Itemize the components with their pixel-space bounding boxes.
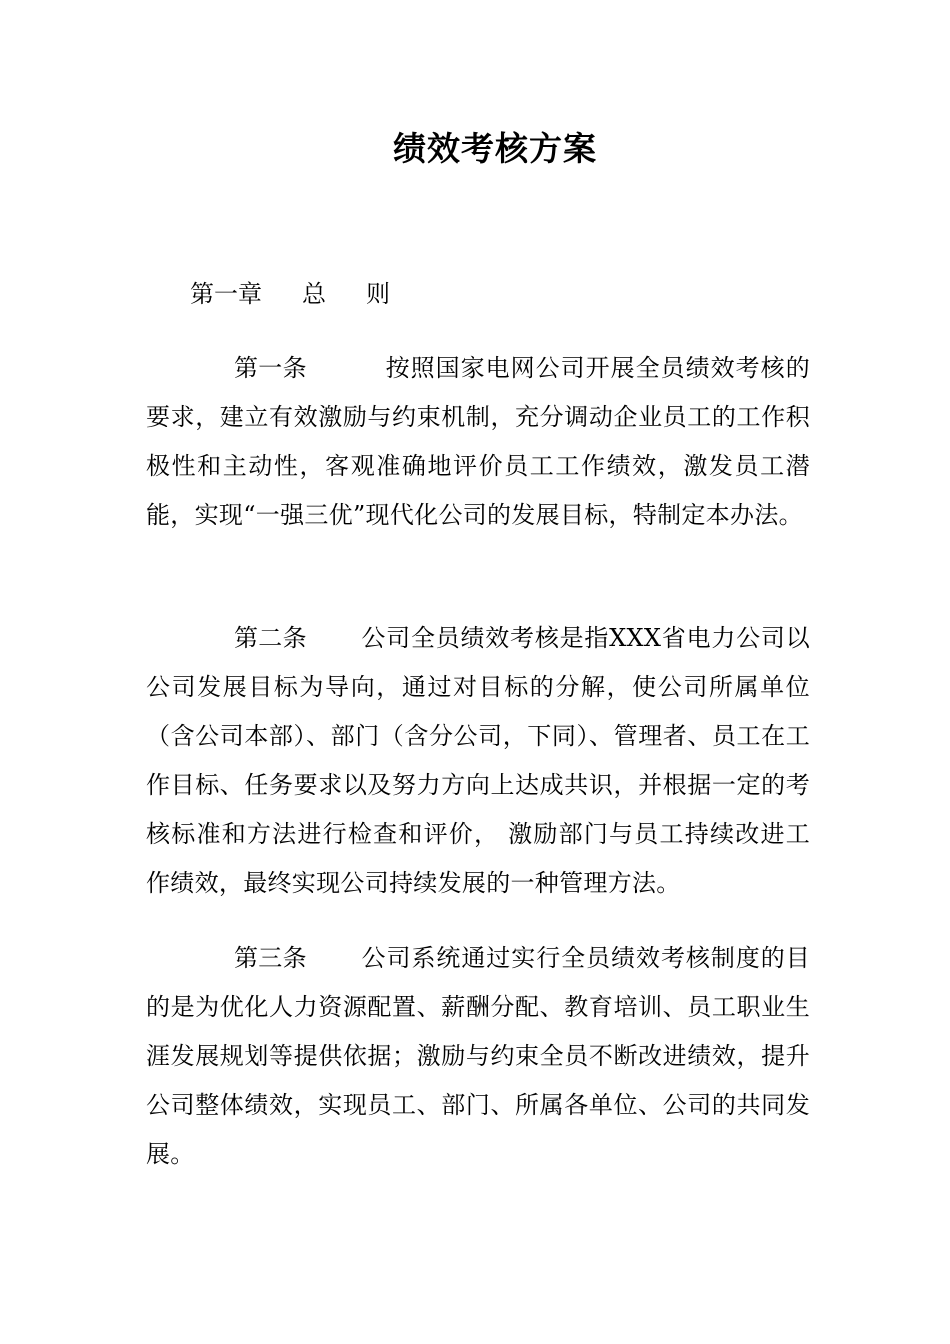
chapter-name-part-2: 则 [366, 280, 390, 308]
article-2-label: 第二条 [234, 624, 307, 652]
article-3-label: 第三条 [234, 944, 307, 972]
article-2-text: 公司全员绩效考核是指XXX省电力公司以公司发展目标为导向，通过对目标的分解，使公司所属单位（含公司本部）、部门（含分公司，下同）、管理者、员工在工作目标、任务要求以及努力方向上达成共识，并根据一定的考核标准和方法进行检查和评价， 激励部门与员工持续改进工作绩效，最终实现公司持续发展的一种管理方法。 [146, 624, 810, 897]
chapter-name-part-1: 总 [302, 280, 326, 308]
article-2 [146, 614, 810, 908]
article-1 [146, 344, 810, 540]
chapter-number: 第一章 [190, 280, 262, 308]
document-title: 绩效考核方案 [393, 129, 597, 168]
article-1-text: 按照国家电网公司开展全员绩效考核的要求，建立有效激励与约束机制，充分调动企业员工的工作积极性和主动性，客观准确地评价员工工作绩效，激发员工潜能，实现“一强三优”现代化公司的发展目标，特制定本办法。 [146, 354, 810, 529]
article-3-text: 公司系统通过实行全员绩效考核制度的目的是为优化人力资源配置、薪酬分配、教育培训、员工职业生涯发展规划等提供依据；激励与约束全员不断改进绩效，提升公司整体绩效，实现员工、部门、所属各单位、公司的共同发展。 [146, 944, 810, 1168]
chapter-heading [190, 276, 390, 312]
article-3 [146, 934, 810, 1179]
article-1-label: 第一条 [234, 354, 307, 382]
